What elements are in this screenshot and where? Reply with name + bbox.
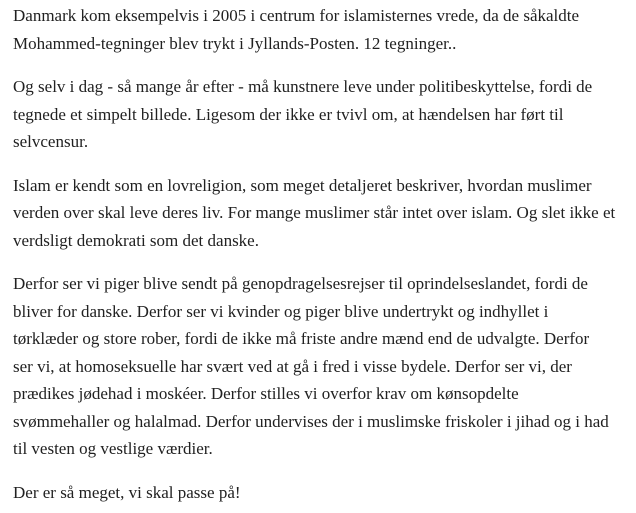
- text-line: ser vi, at homoseksuelle har svært ved at gå i fred i visse bydele. Derfor ser vi, der: [13, 356, 572, 376]
- text-line: verdsligt demokrati som det danske.: [13, 230, 259, 250]
- text-line: Mohammed-tegninger blev trykt i Jyllands-Posten. 12 tegninger..: [13, 33, 457, 53]
- text-line: verden over skal leve deres liv. For mange muslimer står intet over islam. Og slet ikke et: [13, 203, 616, 222]
- text-line: til vesten og vestlige værdier.: [13, 439, 213, 458]
- paragraph: [13, 270, 624, 463]
- paragraph: [13, 479, 624, 507]
- text-line: selvcensur.: [13, 132, 89, 151]
- text-line: tegnede et simpelt billede. Ligesom der ikke er tvivl om, at hændelsen har ført til: [13, 104, 564, 124]
- text-line: Der er så meget, vi skal passe på!: [13, 482, 241, 502]
- text-line: prædikes jødehad i moskéer. Derfor stilles vi overfor krav om kønsopdelte: [13, 384, 519, 403]
- text-line: Og selv i dag - så mange år efter - må kunstnere leve under politibeskyttelse, fordi de: [13, 77, 593, 96]
- text-line: tørklæder og store rober, fordi de ikke må friste andre mænd end de udvalgte. Derfor: [13, 329, 590, 348]
- paragraph: [13, 2, 624, 57]
- text-line: bliver for danske. Derfor ser vi kvinder og piger blive undertrykt og indhyllet i: [13, 301, 549, 321]
- text-line: Danmark kom eksempelvis i 2005 i centrum for islamisternes vrede, da de såkaldte: [13, 6, 580, 25]
- text-line: Derfor ser vi piger blive sendt på genopdragelsesrejser til oprindelseslandet, fordi de: [13, 274, 588, 293]
- text-line: Islam er kendt som en lovreligion, som meget detaljeret beskriver, hvordan muslimer: [13, 175, 592, 195]
- paragraph: [13, 73, 624, 156]
- paragraph: [13, 172, 624, 255]
- text-line: svømmehaller og halalmad. Derfor undervises der i muslimske friskoler i jihad og i had: [13, 411, 609, 431]
